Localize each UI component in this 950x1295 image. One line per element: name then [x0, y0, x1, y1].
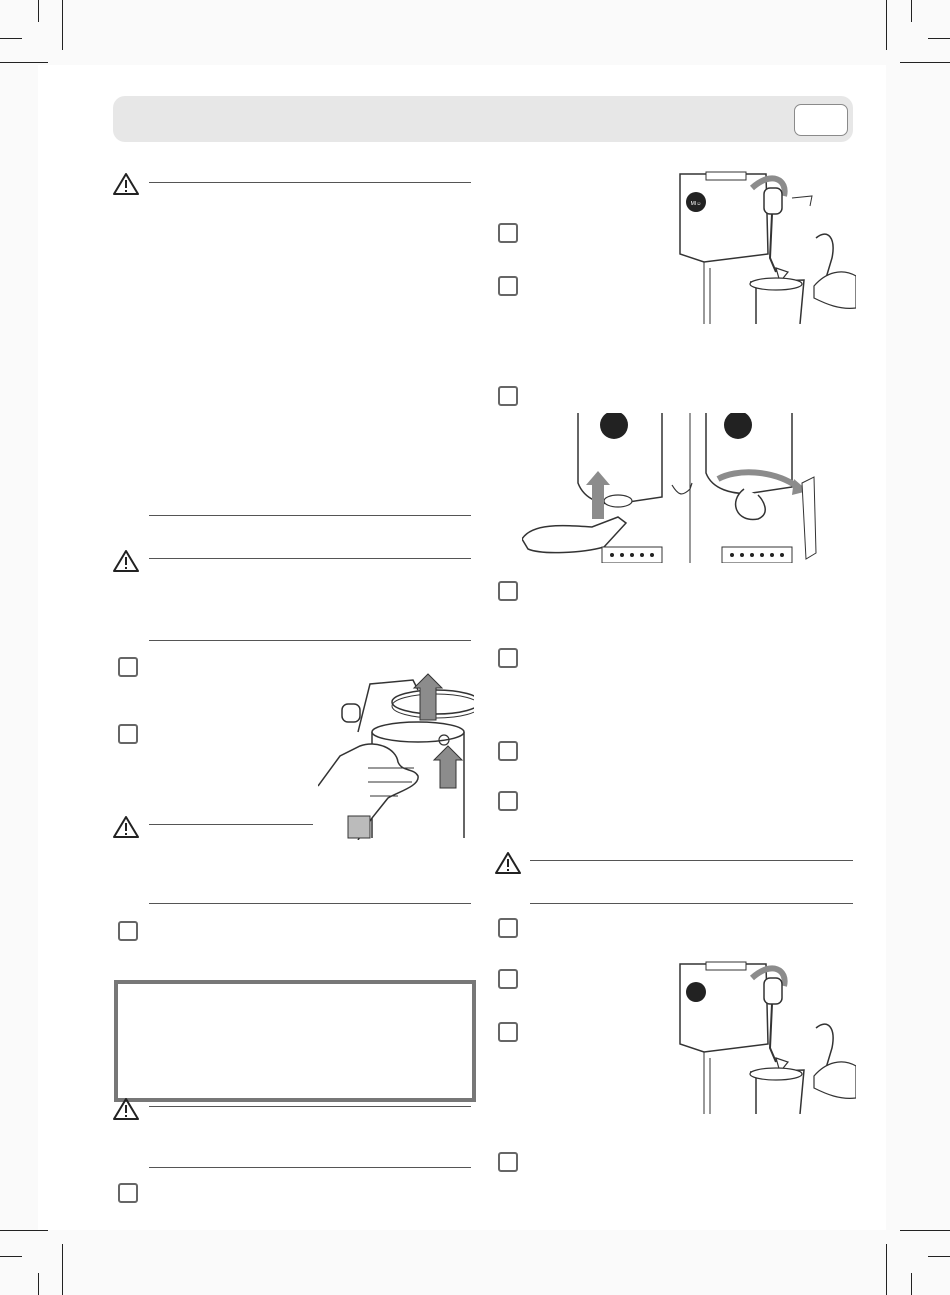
step-checkbox-icon[interactable]: [118, 657, 138, 677]
crop-mark: [0, 1256, 22, 1257]
warning-triangle-icon: [112, 549, 140, 573]
section-header-bar: [113, 96, 853, 142]
step-checkbox-icon[interactable]: [498, 581, 518, 601]
warning-rule-top: [149, 558, 471, 559]
crop-mark: [928, 38, 950, 39]
step-checkbox-icon[interactable]: [498, 1152, 518, 1172]
warning-triangle-icon: [494, 851, 522, 875]
step-checkbox-icon[interactable]: [118, 921, 138, 941]
crop-mark: [886, 1244, 887, 1295]
warning-rule-bottom: [149, 903, 471, 904]
warning-triangle-icon: [112, 172, 140, 196]
step-checkbox-icon[interactable]: [498, 791, 518, 811]
warning-rule-top: [149, 824, 313, 825]
crop-mark: [62, 0, 63, 50]
warning-triangle-icon: [112, 815, 140, 839]
crop-mark: [900, 1230, 950, 1231]
warning-rule-bottom: [530, 903, 853, 904]
warning-rule-bottom: [149, 640, 471, 641]
warning-rule-bottom: [149, 515, 471, 516]
milk-container-lid-removal-illustration: [318, 668, 474, 840]
crop-mark: [886, 0, 887, 50]
machine-badge-label: MI☺: [690, 201, 702, 207]
crop-mark: [900, 62, 950, 63]
machine-steam-wand-illustration: [676, 958, 856, 1114]
warning-triangle-icon: [112, 1097, 140, 1121]
step-checkbox-icon[interactable]: [498, 386, 518, 406]
crop-mark: [928, 1256, 950, 1257]
step-checkbox-icon[interactable]: [498, 918, 518, 938]
step-checkbox-icon[interactable]: [498, 741, 518, 761]
crop-mark: [0, 38, 22, 39]
warning-rule-top: [149, 1106, 471, 1107]
machine-steam-wand-illustration: [676, 168, 856, 324]
wand-rotation-illustration: [522, 413, 822, 563]
warning-rule-bottom: [149, 1167, 471, 1168]
note-box: [114, 980, 476, 1102]
step-checkbox-icon[interactable]: [498, 223, 518, 243]
step-checkbox-icon[interactable]: [498, 1022, 518, 1042]
warning-rule-top: [530, 860, 853, 861]
crop-mark: [911, 0, 912, 22]
step-checkbox-icon[interactable]: [118, 1183, 138, 1203]
crop-mark: [0, 62, 48, 63]
step-checkbox-icon[interactable]: [498, 276, 518, 296]
crop-mark: [911, 1273, 912, 1295]
step-checkbox-icon[interactable]: [498, 648, 518, 668]
warning-rule-top: [149, 182, 471, 183]
crop-mark: [38, 1273, 39, 1295]
step-checkbox-icon[interactable]: [498, 969, 518, 989]
crop-mark: [38, 0, 39, 22]
crop-mark: [62, 1244, 63, 1295]
step-checkbox-icon[interactable]: [118, 724, 138, 744]
page-number-box: [794, 104, 848, 136]
crop-mark: [0, 1230, 48, 1231]
